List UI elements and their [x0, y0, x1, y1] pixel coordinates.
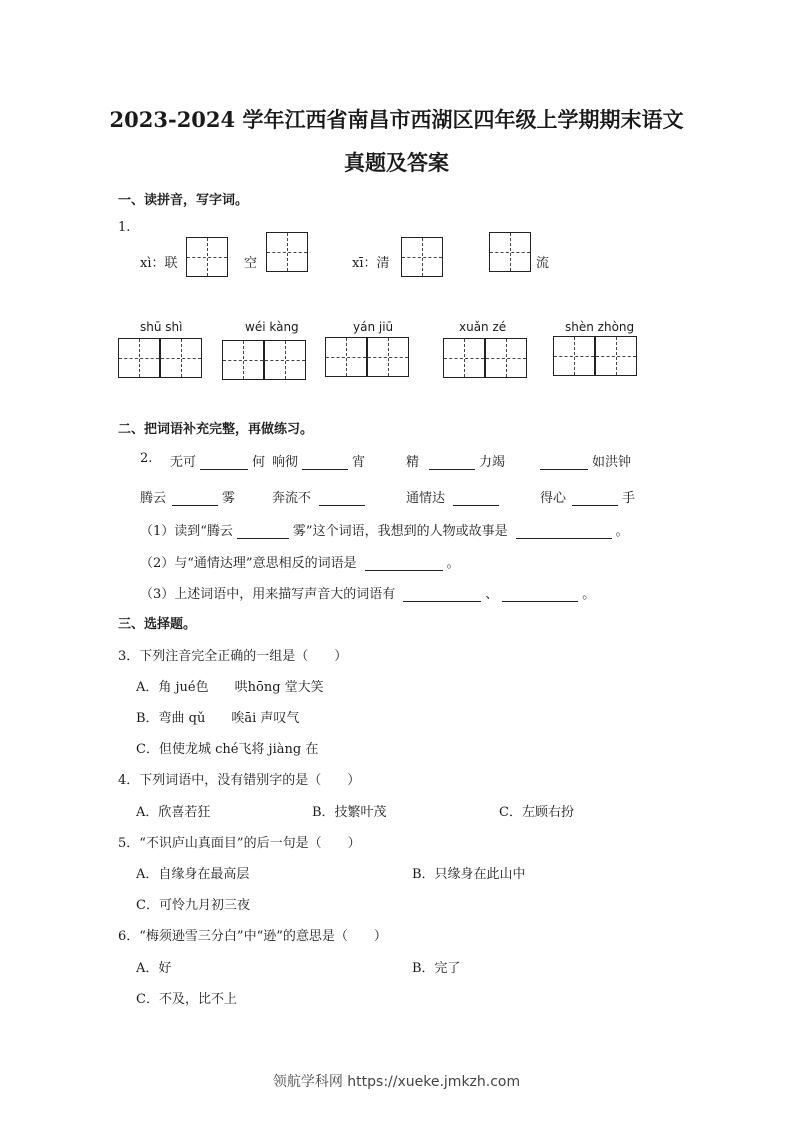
question4-stem: 4．下列词语中，没有错别字的是（ ） [118, 773, 361, 788]
writing-grid-box[interactable] [443, 338, 485, 378]
question3-stem: 3．下列注音完全正确的一组是（ ） [118, 649, 348, 664]
fill-blank[interactable] [453, 491, 499, 506]
pinyin-weikang: wéi kàng [245, 320, 299, 334]
fill-blank[interactable] [172, 491, 218, 506]
question1-number: 1. [118, 220, 131, 235]
question5-stem: 5．“不识庐山真面目”的后一句是（ ） [118, 836, 361, 851]
document-title-line1: 2023-2024 学年江西省南昌市西湖区四年级上学期期末语文 [109, 107, 684, 132]
option-a[interactable]: A．欣喜若狂 [136, 805, 211, 820]
subquestion-1-text: （1）读到“腾云 [140, 524, 233, 539]
q1-prompt-xi4: xì：联 [140, 256, 178, 271]
punctuation: 、 [485, 587, 499, 602]
idiom-text: 通情达 [406, 491, 446, 506]
idiom-text: 响彻 [272, 455, 299, 470]
punctuation: 。 [615, 524, 629, 539]
fill-blank[interactable] [237, 524, 289, 539]
option-b[interactable]: B．技繁叶茂 [312, 805, 387, 820]
fill-blank[interactable] [502, 587, 578, 602]
option-c[interactable]: C．但使龙城 ché飞将 jiàng 在 [136, 742, 319, 757]
writing-grid-box[interactable] [325, 337, 367, 377]
footer-watermark: 领航学科网 https://xueke.jmkzh.com [272, 1074, 521, 1090]
option-c[interactable]: C．可怜九月初三夜 [136, 898, 250, 913]
fill-blank[interactable] [365, 556, 443, 571]
option-a[interactable]: A．角 jué色 哄hōng 堂大笑 [136, 680, 324, 695]
fill-blank[interactable] [516, 524, 612, 539]
writing-grid-box[interactable] [186, 237, 228, 277]
idiom-text: 宵 [352, 455, 366, 470]
writing-grid-box[interactable] [222, 340, 264, 380]
section3-heading: 三、选择题。 [118, 617, 197, 632]
idiom-text: 手 [622, 491, 636, 506]
writing-grid-box[interactable] [485, 338, 527, 378]
idiom-text: 力竭 [479, 455, 506, 470]
idiom-text: 雾 [222, 491, 236, 506]
option-c[interactable]: C．左顾右扮 [499, 805, 574, 820]
idiom-text: 精 [406, 455, 420, 470]
idiom-text: 腾云 [140, 491, 167, 506]
question6-stem: 6．“梅须逊雪三分白”中“逊”的意思是（ ） [118, 929, 387, 944]
section1-heading: 一、读拼音，写字词。 [118, 193, 249, 208]
writing-grid-box[interactable] [595, 336, 637, 376]
idiom-text: 如洪钟 [592, 455, 632, 470]
fill-blank[interactable] [429, 455, 475, 470]
pinyin-shushi: shū shì [140, 320, 183, 334]
pinyin-xuanze: xuǎn zé [459, 320, 507, 334]
idiom-text: 无可 [170, 455, 197, 470]
option-a[interactable]: A．好 [136, 961, 172, 976]
subquestion-3-text: （3）上述词语中，用来描写声音大的词语有 [140, 587, 396, 602]
idiom-text: 得心 [540, 491, 567, 506]
writing-grid-box[interactable] [367, 337, 409, 377]
idiom-text: 奔流不 [272, 491, 312, 506]
punctuation: 。 [446, 556, 460, 571]
fill-blank[interactable] [540, 455, 588, 470]
fill-blank[interactable] [572, 491, 618, 506]
question2-number: 2. [140, 451, 153, 466]
fill-blank[interactable] [302, 455, 348, 470]
fill-blank[interactable] [403, 587, 481, 602]
q1-prompt-liu: 流 [536, 256, 550, 271]
punctuation: 。 [582, 587, 596, 602]
document-title-line2: 真题及答案 [344, 150, 449, 175]
writing-grid-box[interactable] [118, 338, 160, 378]
writing-grid-box[interactable] [489, 232, 531, 272]
option-b[interactable]: B．弯曲 qǔ 唉āi 声叹气 [136, 711, 300, 726]
idiom-text: 何 [252, 455, 266, 470]
writing-grid-box[interactable] [160, 338, 202, 378]
section2-heading: 二、把词语补充完整，再做练习。 [118, 422, 314, 437]
pinyin-shenzhong: shèn zhòng [565, 320, 635, 334]
subquestion-2-text: （2）与“通情达理”意思相反的词语是 [140, 556, 357, 571]
option-a[interactable]: A．自缘身在最高层 [136, 867, 250, 882]
writing-grid-box[interactable] [553, 336, 595, 376]
writing-grid-box[interactable] [401, 237, 443, 277]
writing-grid-box[interactable] [264, 340, 306, 380]
writing-grid-box[interactable] [266, 232, 308, 272]
pinyin-yanjiu: yán jiū [353, 320, 394, 334]
option-b[interactable]: B．完了 [412, 961, 461, 976]
option-c[interactable]: C．不及，比不上 [136, 992, 237, 1007]
q1-prompt-kong: 空 [244, 256, 258, 271]
subquestion-1-text: 雾”这个词语，我想到的人物或故事是 [292, 524, 508, 539]
option-b[interactable]: B．只缘身在此山中 [412, 867, 526, 882]
fill-blank[interactable] [319, 491, 365, 506]
fill-blank[interactable] [200, 455, 248, 470]
q1-prompt-xi1: xī：清 [352, 256, 390, 271]
